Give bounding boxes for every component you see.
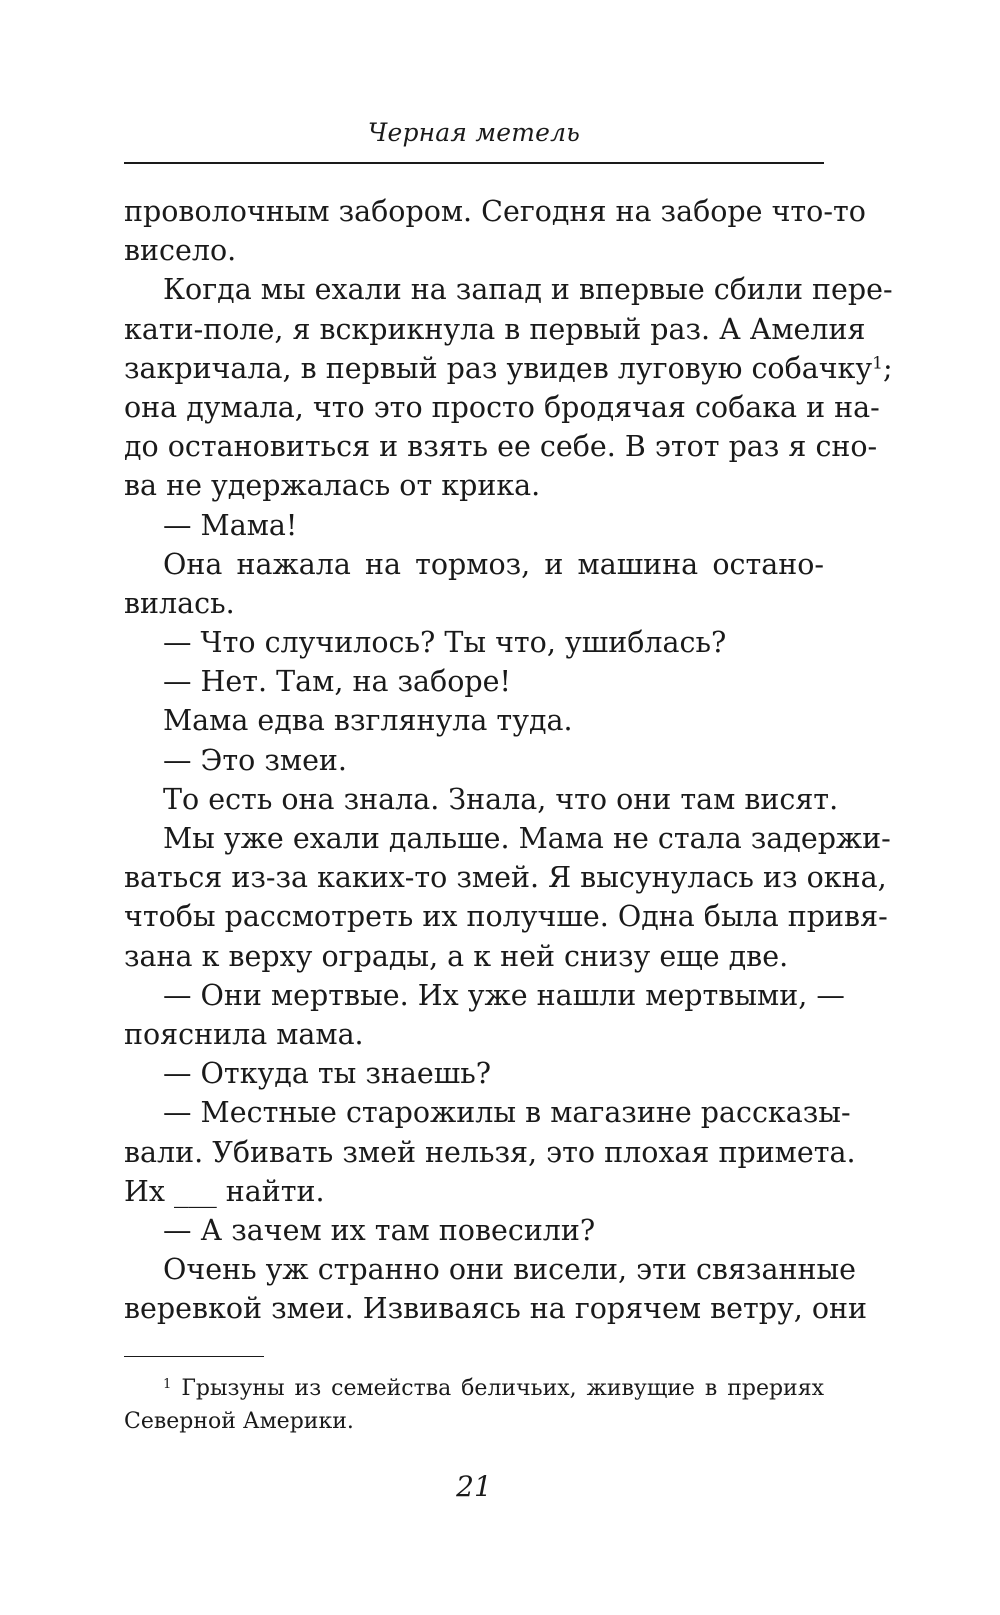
text-line: Очень уж странно они висели, эти связанные [163,1253,857,1287]
text-line: вилась. [124,586,235,620]
dialogue-line: — Они мертвые. Их уже нашли мертвыми, — [163,978,845,1012]
dialogue-line: — Местные старожилы в магазине рассказы- [163,1096,851,1130]
footnote [124,1372,824,1438]
footnote-line [124,1372,824,1405]
page-number: 21 [456,1470,492,1503]
text-line: пояснила мама. [124,1017,364,1051]
text-line: она думала, что это просто бродячая собака и на- [124,390,880,424]
text-line: вали. Убивать змей нельзя, это плохая примета. [124,1135,856,1169]
body-text [124,192,893,1328]
text-line: зана к верху ограды, а к ней снизу еще две. [124,939,789,973]
dialogue-line: — А зачем их там повесили? [163,1213,596,1247]
dialogue-line: — Это змеи. [163,743,347,777]
footnote-line: Северной Америки. [124,1409,354,1434]
text-line: ваться из-за каких-то змей. Я высунулась из окна, [124,861,887,895]
footnote-marker: 1 [163,1376,172,1392]
running-title: Черная метель [367,118,581,147]
footnote-text: Грызуны из семейства беличьих, живущие в прериях [181,1376,824,1401]
text-line: Когда мы ехали на запад и впервые сбили пере- [163,273,893,307]
text-line: Мы уже ехали дальше. Мама не стала задержи- [163,822,891,855]
text-fragment: ; [883,351,893,385]
dialogue-line: — Нет. Там, на заборе! [163,665,511,699]
text-line: до остановиться и взять ее себе. В этот раз я сно- [124,430,878,464]
text-line: Их ___ найти. [124,1174,325,1208]
text-line: висело. [124,234,237,268]
text-line: чтобы рассмотреть их получше. Одна была привя- [124,900,888,934]
text-line: То есть она знала. Знала, что они там висят. [163,782,839,816]
text-line: кати-поле, я вскрикнула в первый раз. А Амелия [124,312,866,346]
dialogue-line: — Мама! [163,508,298,542]
dialogue-line: — Откуда ты знаешь? [163,1057,492,1091]
footnote-reference: 1 [872,353,884,374]
text-line-with-footnote [124,349,893,388]
text-line: Она нажала на тормоз, и машина остано- [163,547,824,581]
header-rule [124,162,824,164]
text-line: проволочным забором. Сегодня на заборе что-то [124,195,866,228]
dialogue-line: — Что случилось? Ты что, ушиблась? [163,626,727,660]
text-line: ва не удержалась от крика. [124,469,541,503]
text-fragment: закричала, в первый раз увидев луговую собачку [124,351,873,385]
text-line: Мама едва взглянула туда. [163,704,573,738]
text-line: веревкой змеи. Извиваясь на горячем ветру, они [124,1292,868,1326]
footnote-rule [124,1356,264,1357]
